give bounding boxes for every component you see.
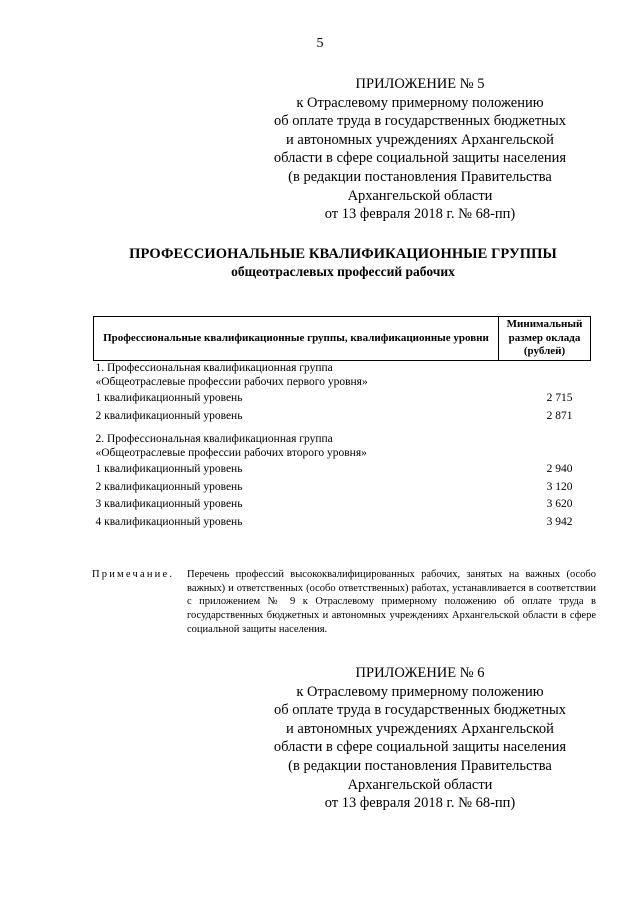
group-2-title	[94, 432, 591, 461]
level-salary: 3 620	[546, 498, 573, 510]
appendix-5-line: области в сфере социальной защиты населения	[273, 150, 567, 167]
appendix-6-line: к Отраслевому примерному положению	[296, 683, 544, 700]
group-1-title-line: «Общеотраслевые профессии рабочих первого уровня»	[95, 376, 368, 388]
qualification-table	[93, 316, 591, 531]
appendix-6-line: и автономных учреждениях Архангельской	[286, 720, 554, 737]
note-block	[92, 568, 596, 637]
document-title	[0, 246, 640, 280]
appendix-6-line: области в сфере социальной защиты населения	[273, 739, 567, 756]
table-row	[94, 496, 591, 514]
appendix-5-line: к Отраслевому примерному положению	[296, 94, 544, 111]
level-salary: 2 871	[546, 409, 573, 422]
appendix-6-line: об оплате труда в государственных бюджетных	[274, 702, 566, 719]
level-name: 1 квалификационный уровень	[95, 392, 243, 404]
appendix-5-line: (в редакции постановления Правительства	[288, 168, 552, 185]
level-salary: 2 940	[546, 463, 573, 475]
header-qualification-groups: Профессиональные квалификационные группы, квалификационные уровни	[94, 317, 499, 361]
group-title-row	[94, 432, 591, 461]
table-row	[94, 390, 591, 408]
header-min-salary: Минимальный размер оклада (рублей)	[499, 317, 591, 361]
level-name: 2 квалификационный уровень	[95, 480, 243, 493]
title-sub: общеотраслевых профессий рабочих	[231, 264, 455, 279]
group-1-title-line: 1. Профессиональная квалификационная группа	[95, 361, 333, 374]
appendix-6-line: от 13 февраля 2018 г. № 68-пп)	[324, 795, 516, 812]
table-row	[94, 478, 591, 496]
level-name: 3 квалификационный уровень	[95, 498, 243, 510]
group-1-title	[94, 360, 591, 390]
note-label: Примечание.	[92, 569, 175, 580]
level-salary: 3 120	[546, 480, 573, 493]
table-row	[94, 461, 591, 479]
appendix-6-header	[230, 664, 610, 813]
level-salary: 3 942	[546, 515, 573, 528]
appendix-5-line: Архангельской области	[347, 187, 493, 204]
appendix-6-title: ПРИЛОЖЕНИЕ № 6	[355, 665, 485, 681]
level-name: 2 квалификационный уровень	[95, 409, 243, 422]
level-name: 1 квалификационный уровень	[95, 463, 243, 475]
appendix-5-line: от 13 февраля 2018 г. № 68-пп)	[324, 206, 516, 223]
note-text: Перечень профессий высококвалифицированных рабочих, занятых на важных (особо важных) и ответственных (особо ответственных) работах, устанавливается в соответствии с приложением № 9 к Отраслевому примерному положению об оплате труда в государственных бюджетных и автономных учреждениях Архангельской области в сфере социальной защиты населения.	[187, 569, 596, 635]
appendix-6-line: (в редакции постановления Правительства	[288, 757, 552, 774]
appendix-5-line: об оплате труда в государственных бюджетных	[274, 113, 566, 130]
group-title-row	[94, 360, 591, 390]
title-main: ПРОФЕССИОНАЛЬНЫЕ КВАЛИФИКАЦИОННЫЕ ГРУППЫ	[129, 246, 557, 262]
group-2-title-line: 2. Профессиональная квалификационная группа	[95, 432, 333, 445]
table-header-row	[94, 317, 591, 361]
appendix-5-title: ПРИЛОЖЕНИЕ № 5	[355, 76, 485, 92]
group-2-title-line: «Общеотраслевые профессии рабочих второго уровня»	[95, 447, 367, 459]
appendix-6-line: Архангельской области	[347, 776, 493, 793]
appendix-5-line: и автономных учреждениях Архангельской	[286, 131, 554, 148]
table-row	[94, 513, 591, 531]
group-spacer	[94, 425, 591, 432]
level-salary: 2 715	[546, 392, 573, 404]
appendix-5-header	[230, 75, 610, 224]
table-row	[94, 407, 591, 425]
level-name: 4 квалификационный уровень	[95, 515, 243, 528]
page-number: 5	[316, 36, 324, 51]
